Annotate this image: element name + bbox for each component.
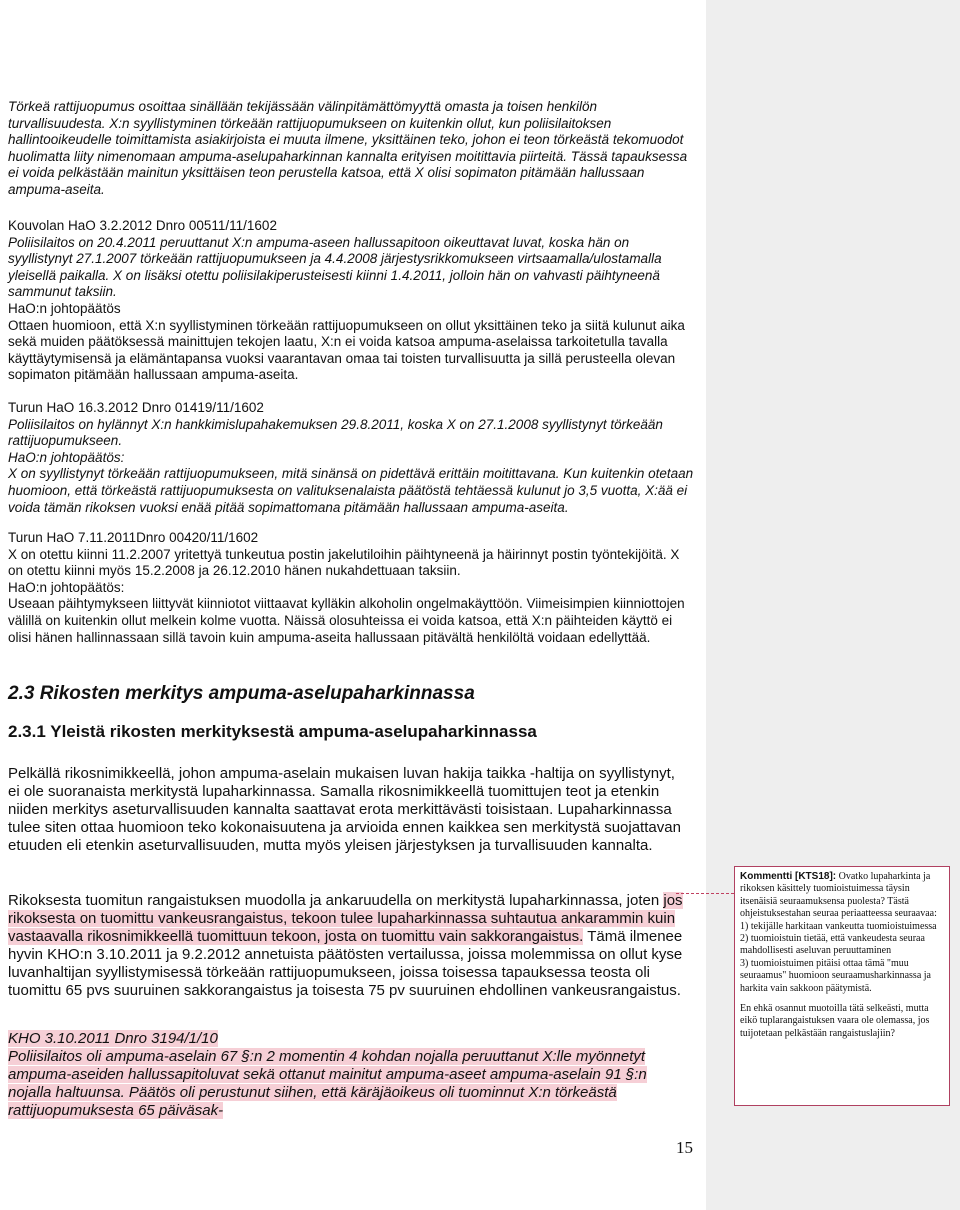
case-body: Poliisilaitos on 20.4.2011 peruuttanut X:n ampuma-aseen hallussapitoon oikeuttavat luvat, koska hän on syyllistynyt 27.1.2007 törkeään rattijuopumukseen ja 4.4.2008 järjestysrikkomukseen virtsaamalla/ulostamalla yleisellä paikalla. X on lisäksi otettu poliisilakiperusteisesti kiinni 1.4.2011, jolloin hän on vahvasti päihtyneenä sammunut taksiin. (8, 234, 662, 300)
comment-item: 1) tekijälle harkitaan vankeutta tuomioistuimessa (740, 920, 937, 932)
highlighted-text: jos rikoksesta on tuomittu vankeusrangaistus, tekoon tulee lupaharkinnassa suhtautua ankarammin kuin vastaavalla rikosnimikkeellä tuomittuun tekoon, josta on tuomittu vain sakkorangaistus. (8, 892, 683, 945)
paragraph-intro: Törkeä rattijuopumus osoittaa sinällään tekijässään välinpitämättömyyttä omasta ja toisen henkilön turvallisuudesta. X:n syyllistyminen törkeään rattijuopumukseen on kuitenkin ollut, kun poliisilaitoksen hallintooikeudelle toimittamista asiakirjoista ei muuta ilmene, yksittäinen teko, johon ei teon törkeästä tekomuodot huolimatta liity nimenomaan ampuma-aselupaharkinnan kannalta erityisen moitittavia piirteitä. Tässä tapauksessa ei voida pelkästään mainitun yksittäisen teon perustella katsoa, että X olisi sopimaton pitämään hallussaan ampuma-aseita. (8, 99, 688, 197)
page-number: 15 (676, 1138, 693, 1157)
para-start: Rikoksesta tuomitun rangaistuksen muodolla ja ankaruudella on merkitystä lupaharkinnassa, joten (8, 892, 660, 909)
conclusion-text: Useaan päihtymykseen liittyvät kiinniotot viittaavat kylläkin alkoholin ongelmakäyttöön. Viimeisimpien kiinniottojen välillä on kuitenkin ollut melkein kolme vuotta. Näissä olosuhteissa ei voida katsoa, että X:n päihteiden käyttö ei olisi hänen hallinnassaan sillä tavoin kuin ampuma-aseita hallussaan pitävältä henkilöltä voidaan edellyttää. (8, 596, 685, 645)
comment-item: 2) tuomioistuin tietää, että vankeudesta seuraa mahdollisesti aseluvan peruuttaminen (740, 933, 925, 957)
case-body: Poliisilaitos on hylännyt X:n hankkimislupahakemuksen 29.8.2011, koska X on 27.1.2008 syyllistynyt törkeään rattijuopumukseen. (8, 416, 663, 449)
comment-connector (676, 893, 734, 895)
comment-item: 3) tuomioistuimen pitäisi ottaa tämä "muu seuraamus" huomioon seuraamusharkinnassa ja harkita vain sakkoon päätymistä. (740, 957, 931, 994)
conclusion-text: Ottaen huomioon, että X:n syyllistyminen törkeään rattijuopumukseen on ollut yksittäinen teko ja siitä kulunut aika sekä muiden päätöksessä mainittujen tekojen laatu, X:n ei voida katsoa ampuma-aselaissa tarkoitetulla tavalla käyttäytymisensä ja elämäntapansa vuoksi vaarantavan omaa tai toisten turvallisuutta ja sillä perusteella olevan sopimaton pitämään hallussaan ampuma-aseita. (8, 317, 685, 383)
case-body: X on otettu kiinni 11.2.2007 yritettyä tunkeutua postin jakelutiloihin päihtyneenä ja häirinnyt postin työntekijöitä. X on otettu kiinni myös 15.2.2008 ja 26.12.2010 hänen nukahdettuaan taksiin. (8, 546, 680, 579)
case-turku-2 (8, 530, 694, 646)
case-heading: Turun HaO 16.3.2012 Dnro 01419/11/1602 (8, 400, 264, 415)
para-end: Tämä ilmenee hyvin KHO:n 3.10.2011 ja 9.2.2012 annetuista päätösten vertailussa, joissa molemmissa on ollut kyse luvanhaltijan syyllistymisessä törkeään rattijuopumukseen, joissa toisessa tapauksessa teosta oli tuomittu 65 pvs suuruinen sakkorangaistus ja toisesta 75 pv suuruinen ehdollinen vankeusrangaistus. (8, 928, 683, 999)
comment-balloon[interactable] (734, 866, 950, 1106)
paragraph-punishment (8, 892, 690, 1000)
paragraph-general: Pelkällä rikosnimikkeellä, johon ampuma-aselain mukaisen luvan hakija taikka -haltija on syyllistynyt, ei ole suoranaista merkitystä lupaharkinnassa. Samalla rikosnimikkeellä tuomittujen teot ja etenkin niiden merkitys aseturvallisuuden kannalta saattavat erota merkittävästi toisistaan. Lupaharkinnassa tulee siten ottaa huomioon teko kokonaisuutena ja arvioida ennen kaikkea sen merkitystä suojattavan etuuden eli etenkin aseturvallisuuden, mutta myös yleisen järjestyksen ja turvallisuuden kannalta. (8, 765, 681, 854)
comment-label: Kommentti [KTS18]: (740, 871, 837, 882)
conclusion-label: HaO:n johtopäätös: (8, 579, 125, 595)
case-heading: KHO 3.10.2011 Dnro 3194/1/10 (8, 1030, 218, 1047)
subsection-heading: 2.3.1 Yleistä rikosten merkityksestä ampuma-aselupaharkinnassa (8, 722, 537, 741)
case-kho (8, 1030, 690, 1120)
comment-text: Ovatko lupaharkinta ja rikoksen käsittely tuomioistuimessa täysin itsenäisiä seuraamuksensa puolesta? Tästä ohjeistuksestahan seuraa periaatteessa seuraavaa: (740, 871, 937, 920)
conclusion-label: HaO:n johtopäätös (8, 300, 121, 316)
section-heading: 2.3 Rikosten merkitys ampuma-aselupaharkinnassa (8, 683, 475, 704)
case-kouvola (8, 218, 694, 384)
case-body: Poliisilaitos oli ampuma-aselain 67 §:n 2 momentin 4 kohdan nojalla peruuttanut X:lle myönnetyt ampuma-aseiden hallussapitoluvat sekä ottanut mainitut ampuma-aseet ampuma-aselain 91 §:n nojalla haltuunsa. Päätös oli perustunut siihen, että käräjäoikeus oli tuominnut X:n törkeästä rattijuopumuksesta 65 päiväsak- (8, 1048, 647, 1119)
conclusion-text: X on syyllistynyt törkeään rattijuopumukseen, mitä sinänsä on pidettävä erittäin moitittavana. Kun kuitenkin otetaan huomioon, että törkeästä rattijuopumuksesta on valituksenalaista päätöstä tehtäessä kulunut jo 3,5 vuotta, X:ää ei voida tämän rikoksen vuoksi enää pitää sopimattomana pitämään hallussaan ampuma-aseita. (8, 466, 694, 515)
case-heading: Kouvolan HaO 3.2.2012 Dnro 00511/11/1602 (8, 218, 277, 233)
case-heading: Turun HaO 7.11.2011Dnro 00420/11/1602 (8, 530, 259, 545)
conclusion-label: HaO:n johtopäätös: (8, 449, 125, 465)
comment-text-2: En ehkä osannut muotoilla tätä selkeästi, mutta eikö tuplarangaistuksen vaara ole olemassa, jos tuijotetaan pelkästään rangaistuslajiin? (740, 1003, 930, 1039)
case-turku-1 (8, 400, 694, 516)
